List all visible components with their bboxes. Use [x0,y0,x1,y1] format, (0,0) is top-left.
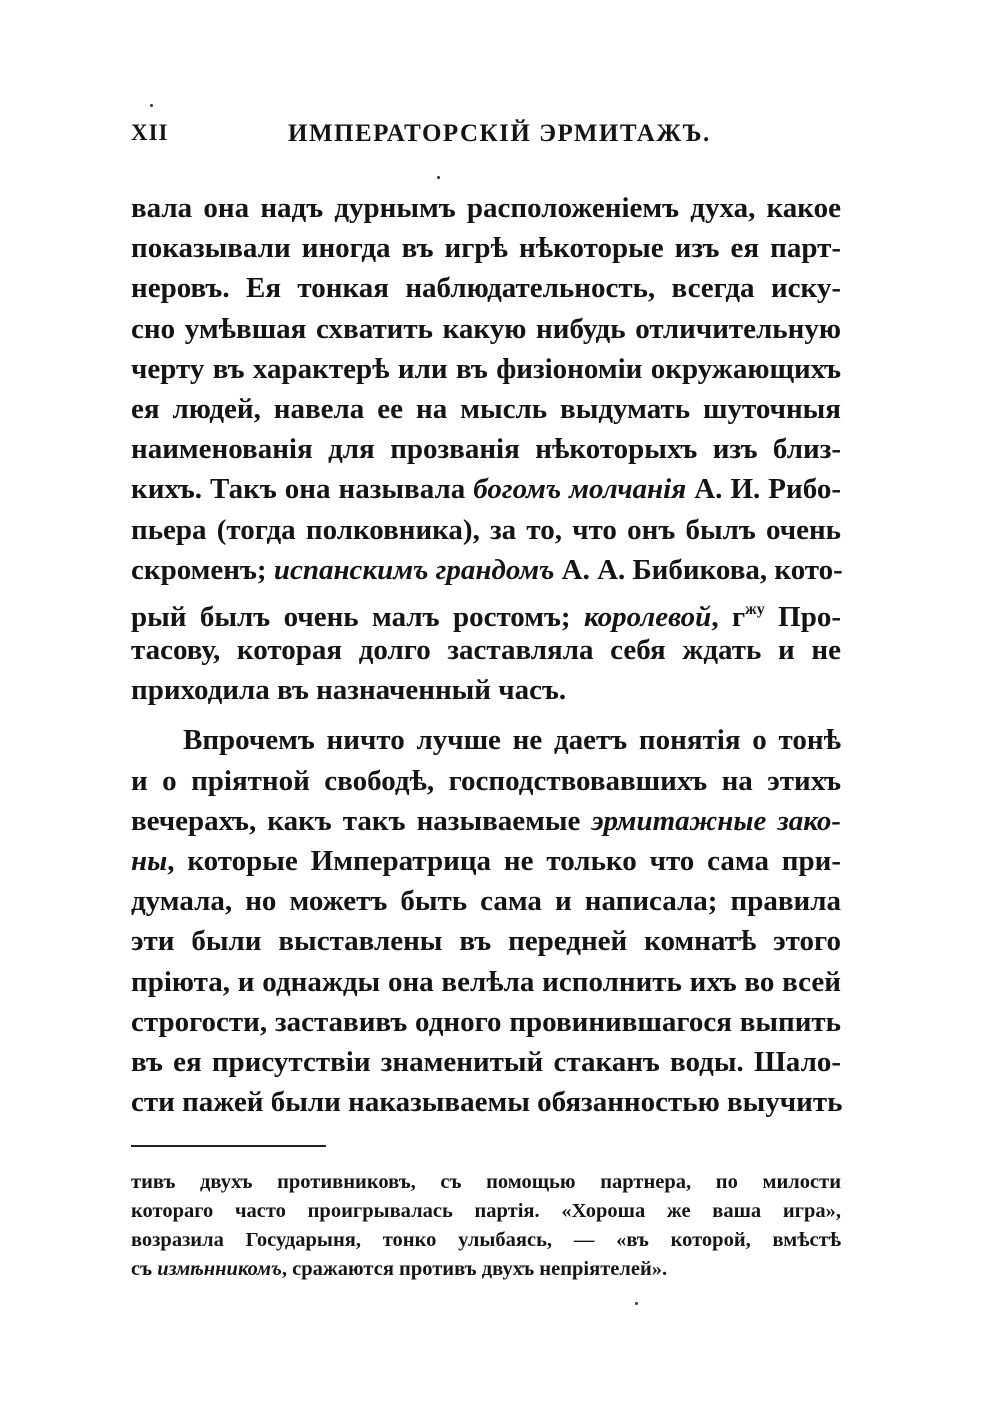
text-run: Про- [764,600,842,633]
italic-term: королевой [583,600,712,633]
text-line [131,801,841,841]
text-line: показывали иногда въ игрѣ нѣкоторые изъ ея парт- [131,232,841,265]
text-line: сно умѣвшая схватить какую нибудь отличительную [131,312,841,345]
text-run: , которые Императрица не только что сама при- [167,845,841,877]
text-line: пріюта, и однажды она велѣла исполнить ихъ во всей [131,965,841,998]
text-line: строгости, заставивъ одного провинившагося выпить [131,1005,841,1038]
text-line: черту въ характерѣ или въ физіономіи окружающихъ [131,352,841,385]
footnote-separator [131,1145,326,1147]
text-line: неровъ. Ея тонкая наблюдательность, всегда иску- [131,272,841,305]
text-run: съ [131,1258,158,1280]
footnote [131,1168,841,1284]
text-line: думала, но можетъ быть сама и написала; правила [131,885,841,918]
text-run: рый былъ очень малъ ростомъ; [131,600,584,633]
text-line: ея людей, навела ее на мысль выдумать шуточныя [131,392,841,425]
scan-speck [635,1302,638,1305]
text-line [131,841,841,881]
text-run: кихъ. Такъ она называла [131,473,474,506]
text-line [131,590,842,633]
text-line: въ ея присутствіи знаменитый стаканъ воды. Шало- [131,1045,841,1078]
text-line: тасову, которая долго заставляла себя ждать и не [131,634,841,667]
scan-speck [150,104,153,107]
page-header [131,120,841,160]
running-title: ИМПЕРАТОРСКІЙ ЭРМИТАЖЪ. [288,120,711,147]
italic-term: эрмитажные зако- [591,804,842,837]
text-run: скроменъ; [131,553,274,586]
superscript: жу [745,600,765,618]
text-line: сти пажей были наказываемы обязанностью выучить [131,1086,843,1119]
text-line: приходила въ назначенный часъ. [131,674,567,707]
italic-term: измѣнникомъ [157,1258,282,1280]
text-run: , сражаются противъ двухъ непріятелей». [281,1258,668,1280]
text-line [131,469,841,509]
body-text [131,188,841,1122]
footnote-line: котораго часто проигрывалась партія. «Хороша же ваша игра», [131,1200,841,1222]
footnote-line [131,1255,841,1284]
text-run: , г [711,600,746,633]
text-run: А. И. Рибо- [686,473,841,506]
footnote-line: тивъ двухъ противниковъ, съ помощью партнера, по милости [131,1171,841,1193]
italic-term: ны [131,845,168,877]
page-number: XII [131,120,169,145]
footnote-line: возразила Государыня, тонко улыбаясь, — «въ которой, вмѣстѣ [131,1229,841,1251]
text-line [131,550,841,590]
text-line: пьера (тогда полковника), за то, что онъ былъ очень [131,513,841,546]
italic-term: испанскимъ грандомъ [273,553,555,586]
text-line: наименованія для прозванія нѣкоторыхъ изъ близ- [131,433,841,466]
text-run: А. А. Бибикова, кото- [554,553,843,586]
scan-speck [437,176,440,179]
text-line: вала она надъ дурнымъ расположеніемъ духа, какое [131,192,841,224]
text-line: эти были выставлены въ передней комнатѣ этого [131,925,841,958]
text-run: вечерахъ, какъ такъ называемые [131,804,592,837]
text-line: Впрочемъ ничто лучше не даетъ понятія о тонѣ [183,724,841,757]
paragraph-gap [131,710,841,720]
italic-term: богомъ молчанія [473,473,687,506]
text-line: и о пріятной свободѣ, господствовавшихъ на этихъ [131,764,841,797]
